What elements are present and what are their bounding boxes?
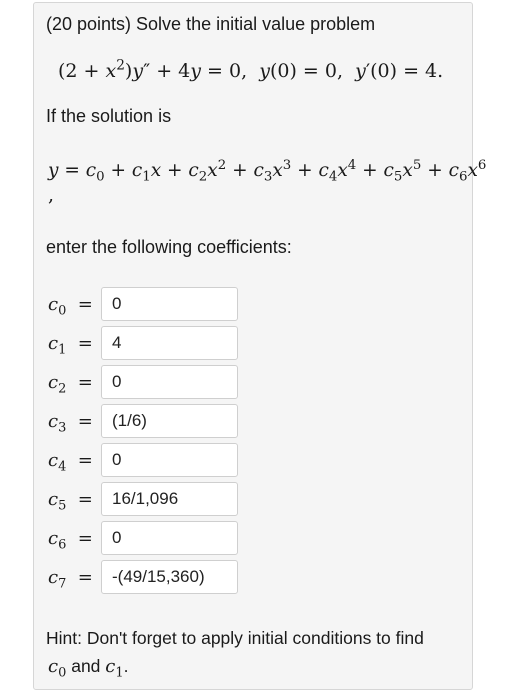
coef-label-c3: $c_3$ = [48,411,93,436]
hint-line-1: Hint: Don't forget to apply initial conditions to find [46,628,424,648]
solution-form: $y = c_0 + c_1x + c_2x^2 + c_3x^3 + c_4x^4 + c_5x^5 + c_6x^6$ [48,157,487,185]
coef-input-c1[interactable]: 4 [101,326,238,360]
problem-header: (20 points) Solve the initial value problem [46,14,376,34]
coef-label-c4: $c_4$ = [48,450,93,475]
coef-label-c2: $c_2$ = [48,372,93,397]
coef-label-c5: $c_5$ = [48,489,93,514]
coef-input-c4[interactable]: 0 [101,443,238,477]
coef-label-c6: $c_6$ = [48,528,93,553]
coef-input-c3[interactable]: (1/6) [101,404,238,438]
coef-input-c0[interactable]: 0 [101,287,238,321]
coef-label-c0: $c_0$ = [48,294,93,319]
if-solution-text: If the solution is [46,106,172,126]
coef-label-c1: $c_1$ = [48,333,93,358]
ivp-equation: $(2 + x^2)y'' + 4y = 0$, y(0) = 0, y′(0) = 4. [58,57,444,82]
enter-coefficients-text: enter the following coefficients: [46,237,292,257]
coef-input-c2[interactable]: 0 [101,365,238,399]
hint-line-2: $c_0$ and $c_1$. [48,656,129,681]
trailing-comma: , [48,184,55,206]
coef-input-c7[interactable]: -(49/15,360) [101,560,238,594]
coef-input-c6[interactable]: 0 [101,521,238,555]
coef-label-c7: $c_7$ = [48,567,93,592]
coef-input-c5[interactable]: 16/1,096 [101,482,238,516]
